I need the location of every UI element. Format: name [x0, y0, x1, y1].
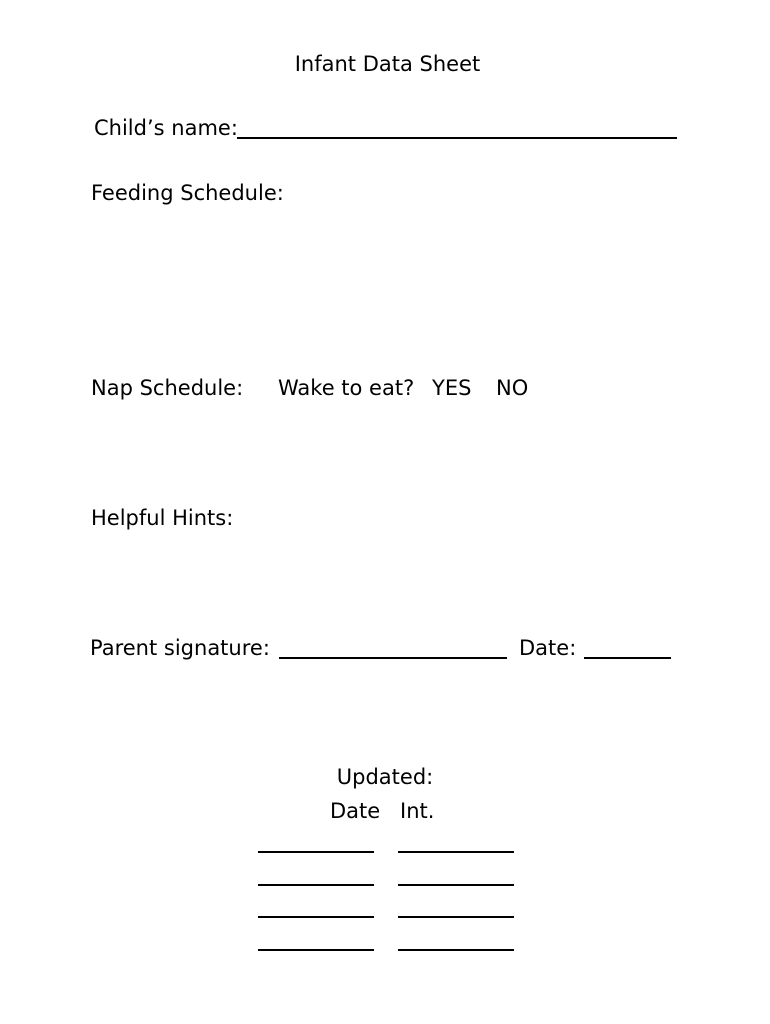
nap-schedule-label: Nap Schedule:: [91, 376, 244, 400]
updated-date-header: Date: [330, 799, 381, 823]
feeding-schedule-label: Feeding Schedule:: [91, 181, 284, 205]
parent-signature-label: Parent signature:: [90, 636, 270, 660]
updated-int-field[interactable]: [398, 884, 514, 886]
wake-to-eat-yes-option[interactable]: YES: [432, 376, 472, 400]
updated-int-field[interactable]: [398, 916, 514, 918]
updated-date-field[interactable]: [258, 851, 374, 853]
page-title: Infant Data Sheet: [294, 52, 481, 76]
feeding-schedule-area[interactable]: [91, 215, 681, 365]
updated-label: Updated:: [336, 765, 434, 789]
date-field[interactable]: [584, 657, 671, 659]
helpful-hints-label: Helpful Hints:: [91, 506, 234, 530]
date-label: Date:: [519, 636, 577, 660]
updated-date-field[interactable]: [258, 949, 374, 951]
updated-int-field[interactable]: [398, 949, 514, 951]
childs-name-label: Child’s name:: [94, 116, 238, 140]
helpful-hints-area[interactable]: [91, 540, 681, 625]
wake-to-eat-question: Wake to eat?: [278, 376, 415, 400]
updated-date-field[interactable]: [258, 884, 374, 886]
parent-signature-field[interactable]: [279, 657, 507, 659]
updated-int-field[interactable]: [398, 851, 514, 853]
childs-name-field[interactable]: [237, 137, 677, 139]
wake-to-eat-no-option[interactable]: NO: [496, 376, 529, 400]
updated-date-field[interactable]: [258, 916, 374, 918]
updated-int-header: Int.: [400, 799, 435, 823]
